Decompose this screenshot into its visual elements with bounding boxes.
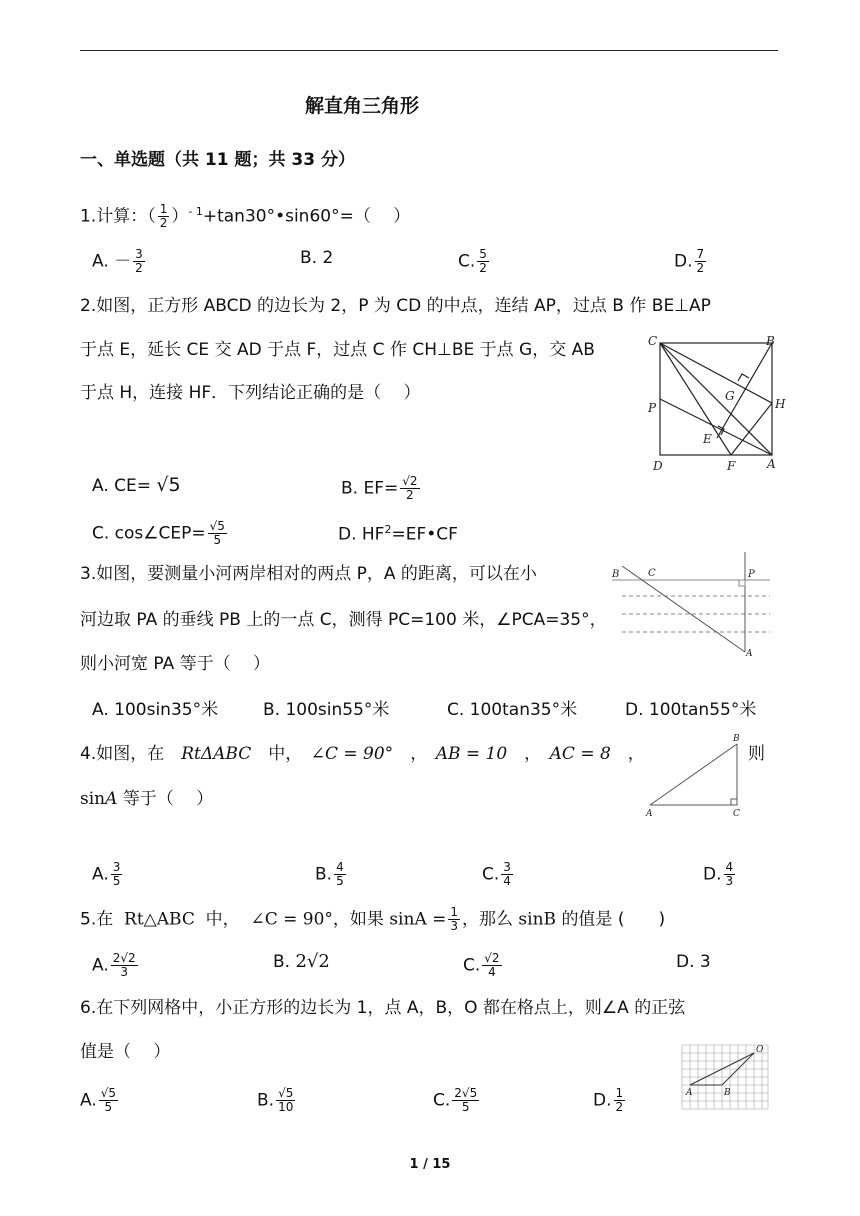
q6-line-1: 6.在下列网格中，小正方形的边长为 1，点 A，B，O 都在格点上，则∠A 的正弦: [80, 998, 686, 1018]
q2-line-1: 2.如图，正方形 ABCD 的边长为 2，P 为 CD 的中点，连结 AP，过点 B 作 BE⊥AP: [80, 296, 711, 316]
page-number: 1 / 15: [409, 1157, 451, 1172]
label-o: O: [756, 1045, 764, 1055]
label-b: B: [733, 734, 740, 744]
q1-exponent: - 1: [188, 205, 203, 218]
label-p: P: [748, 569, 755, 580]
q4-option-b[interactable]: B. $\frac{4}{5}$: [315, 860, 344, 888]
section-heading: 一、单选题（共 11 题；共 33 分）: [80, 150, 355, 170]
q2-option-d[interactable]: D. $HF^2=EF•CF$: [338, 523, 458, 545]
q6-option-d[interactable]: D. $\frac{1}{2}$: [593, 1086, 624, 1114]
line-cf: [660, 343, 731, 455]
line-pa: [660, 399, 772, 455]
q3-river-figure: [612, 552, 772, 662]
q2-line-2: 于点 E，延长 CE 交 AD 于点 F，过点 C 作 CH⊥BE 于点 G，交 AB: [80, 340, 595, 360]
q1-option-b[interactable]: B. 2: [300, 248, 334, 268]
q3-option-c[interactable]: C. 100tan35°米: [447, 700, 578, 720]
q5-option-a[interactable]: A. $\frac{2√2}{3}$: [92, 951, 136, 979]
q2-option-b[interactable]: B. EF= $\frac{√2}{2}$: [341, 474, 418, 502]
label-b: B: [724, 1088, 731, 1098]
question-4-line-1: 4.如图，在 RtΔABC 中， ∠C = 90° ， AB = 10 ， AC = 8 ，: [80, 744, 645, 764]
right-angle-p: [739, 580, 745, 586]
q6-grid-figure: [680, 1043, 770, 1111]
q3-line-1: 3.如图，要测量小河两岸相对的两点 P，A 的距离，可以在小: [80, 564, 537, 584]
label-c: C: [733, 809, 740, 819]
q1-prefix: 1.计算：（: [80, 206, 156, 227]
q3-option-d[interactable]: D. 100tan55°米: [625, 700, 757, 720]
q6-option-a[interactable]: A. $\frac{√5}{5}$: [80, 1086, 117, 1114]
label-a: A: [767, 457, 776, 471]
q6-option-c[interactable]: C. $\frac{2√5}{5}$: [433, 1086, 478, 1114]
line-ca: [660, 343, 772, 455]
side-ab: [650, 744, 737, 805]
q5-angle: ∠C = 90°: [250, 909, 333, 930]
label-a: A: [686, 1088, 693, 1098]
question-1: [80, 202, 410, 230]
q4-line-2: sinA 等于（ ）: [80, 789, 214, 809]
q1-mid: ）: [171, 206, 189, 227]
line-ca: [622, 566, 745, 652]
label-a: A: [646, 809, 653, 819]
label-c: C: [648, 568, 656, 579]
q3-line-3: 则小河宽 PA 等于（ ）: [80, 654, 271, 674]
q6-option-b[interactable]: B. $\frac{√5}{10}$: [257, 1086, 294, 1114]
label-f: F: [727, 459, 736, 473]
q5-option-c[interactable]: C. $\frac{√2}{4}$: [463, 951, 500, 979]
q4-ac: AC = 8: [549, 744, 611, 764]
q4-option-c[interactable]: C. $\frac{3}{4}$: [482, 860, 511, 888]
label-p: P: [648, 401, 657, 415]
q4-then: 则: [748, 744, 765, 764]
q6-line-2: 值是（ ）: [80, 1042, 171, 1062]
q1-option-d[interactable]: D. $\frac{7}{2}$: [674, 247, 705, 275]
q5-triangle: Rt△ABC: [124, 909, 195, 930]
label-d: D: [653, 459, 663, 473]
q2-option-a[interactable]: A. CE= √5: [92, 474, 181, 496]
q1-option-a[interactable]: A. － $\frac{3}{2}$: [92, 247, 143, 275]
q3-line-2: 河边取 PA 的垂线 PB 上的一点 C，测得 PC=100 米，∠PCA=35°，: [80, 610, 607, 630]
right-angle-c: [731, 799, 737, 805]
label-g: G: [725, 389, 735, 403]
label-h: H: [775, 397, 786, 411]
q3-option-b[interactable]: B. 100sin55°米: [263, 700, 390, 720]
q3-option-a[interactable]: A. 100sin35°米: [92, 700, 219, 720]
label-b: B: [766, 334, 775, 348]
q4-triangle-figure: [640, 732, 750, 822]
line-hf: [731, 403, 772, 455]
label-e: E: [703, 432, 712, 446]
q5-option-b[interactable]: B. 2√2: [273, 951, 330, 972]
q2-option-c[interactable]: C. cos∠CEP= $\frac{√5}{5}$: [92, 519, 225, 547]
label-a: A: [746, 649, 753, 659]
label-c: C: [648, 334, 658, 348]
top-rule: [80, 50, 778, 51]
q4-triangle: RtΔABC: [181, 744, 252, 764]
q4-option-d[interactable]: D. $\frac{4}{3}$: [703, 860, 734, 888]
label-b: B: [612, 569, 620, 580]
q1-suffix: +tan30°•sin60°=（ ）: [202, 206, 411, 227]
q2-square-figure: [645, 333, 785, 478]
q5-sinb: sinB: [518, 909, 557, 930]
q4-option-a[interactable]: A. $\frac{3}{5}$: [92, 860, 121, 888]
right-angle-g: [738, 374, 749, 381]
page-title: 解直角三角形: [305, 95, 420, 117]
q5-option-d[interactable]: D. 3: [676, 952, 711, 972]
q2-line-3: 于点 H，连接 HF．下列结论正确的是（ ）: [80, 383, 421, 403]
q1-fraction: $\frac{1}{2}$: [159, 202, 168, 231]
q5-sina: sinA =: [389, 909, 447, 930]
q4-ab: AB = 10: [435, 744, 508, 764]
question-5: 5.在 Rt△ABC 中， ∠C = 90°，如果 sinA = $\frac{1}{3}$ ，那么 sinB 的值是 ( ): [80, 905, 666, 933]
q1-option-c[interactable]: C. $\frac{5}{2}$: [458, 247, 487, 275]
q4-angle: ∠C = 90°: [310, 744, 394, 764]
